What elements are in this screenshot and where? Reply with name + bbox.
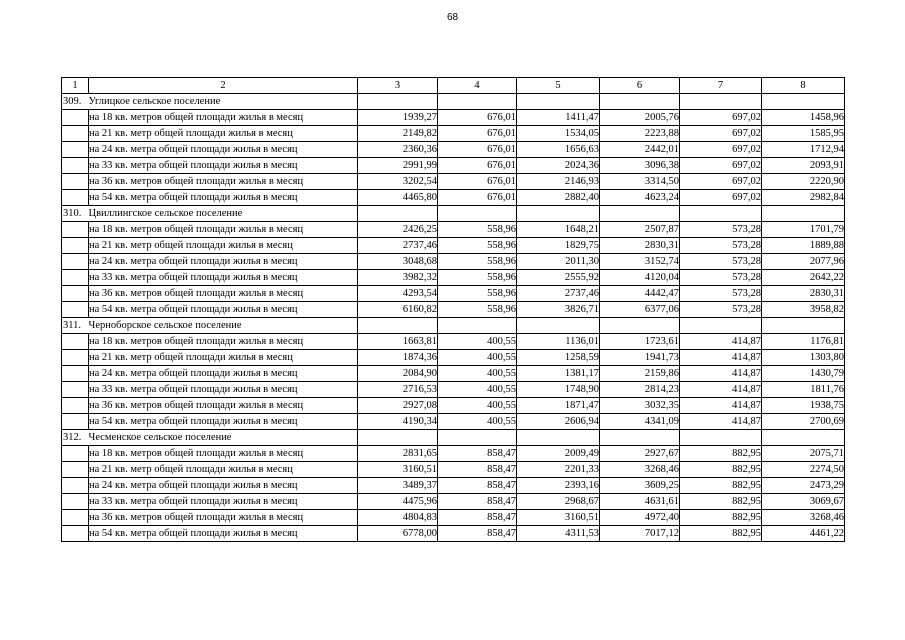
empty-cell	[600, 430, 680, 446]
empty-cell	[62, 446, 89, 462]
empty-cell	[62, 366, 89, 382]
empty-cell	[62, 350, 89, 366]
value-cell: 2882,40	[517, 190, 600, 206]
column-header: 4	[438, 78, 517, 94]
value-cell: 2149,82	[358, 126, 438, 142]
value-cell: 3609,25	[600, 478, 680, 494]
empty-cell	[680, 430, 762, 446]
value-cell: 3152,74	[600, 254, 680, 270]
value-cell: 697,02	[680, 142, 762, 158]
row-label: на 54 кв. метра общей площади жилья в месяц	[89, 190, 358, 206]
empty-cell	[680, 94, 762, 110]
value-cell: 2700,69	[762, 414, 845, 430]
value-cell: 1663,81	[358, 334, 438, 350]
row-label: на 18 кв. метров общей площади жилья в месяц	[89, 446, 358, 462]
row-label: на 24 кв. метра общей площади жилья в месяц	[89, 142, 358, 158]
value-cell: 4293,54	[358, 286, 438, 302]
value-cell: 1712,94	[762, 142, 845, 158]
table-body	[62, 78, 845, 542]
empty-cell	[762, 318, 845, 334]
value-cell: 6160,82	[358, 302, 438, 318]
value-cell: 4120,04	[600, 270, 680, 286]
row-label: на 21 кв. метр общей площади жилья в месяц	[89, 462, 358, 478]
section-number: 309.	[62, 94, 89, 110]
column-header: 2	[89, 78, 358, 94]
value-cell: 2146,93	[517, 174, 600, 190]
table-row	[62, 414, 845, 430]
value-cell: 7017,12	[600, 526, 680, 542]
empty-cell	[438, 206, 517, 222]
value-cell: 1176,81	[762, 334, 845, 350]
table-row	[62, 366, 845, 382]
empty-cell	[438, 94, 517, 110]
empty-cell	[62, 110, 89, 126]
row-label: на 18 кв. метров общей площади жилья в месяц	[89, 222, 358, 238]
value-cell: 558,96	[438, 238, 517, 254]
value-cell: 882,95	[680, 478, 762, 494]
value-cell: 1430,79	[762, 366, 845, 382]
value-cell: 2024,36	[517, 158, 600, 174]
value-cell: 400,55	[438, 414, 517, 430]
value-cell: 858,47	[438, 446, 517, 462]
value-cell: 3032,35	[600, 398, 680, 414]
value-cell: 3268,46	[600, 462, 680, 478]
row-label: на 54 кв. метра общей площади жилья в месяц	[89, 526, 358, 542]
table-row	[62, 350, 845, 366]
table-row	[62, 222, 845, 238]
value-cell: 2201,33	[517, 462, 600, 478]
value-cell: 697,02	[680, 126, 762, 142]
value-cell: 2716,53	[358, 382, 438, 398]
column-header: 3	[358, 78, 438, 94]
empty-cell	[600, 94, 680, 110]
value-cell: 400,55	[438, 334, 517, 350]
value-cell: 676,01	[438, 190, 517, 206]
row-label: на 36 кв. метров общей площади жилья в месяц	[89, 510, 358, 526]
value-cell: 2555,92	[517, 270, 600, 286]
table-row	[62, 494, 845, 510]
value-cell: 4465,80	[358, 190, 438, 206]
section-title: Черноборское сельское поселение	[89, 318, 358, 334]
value-cell: 2005,76	[600, 110, 680, 126]
value-cell: 2473,29	[762, 478, 845, 494]
value-cell: 3069,67	[762, 494, 845, 510]
value-cell: 2220,90	[762, 174, 845, 190]
value-cell: 676,01	[438, 142, 517, 158]
row-label: на 54 кв. метра общей площади жилья в месяц	[89, 302, 358, 318]
table-row	[62, 158, 845, 174]
value-cell: 676,01	[438, 126, 517, 142]
empty-cell	[762, 94, 845, 110]
value-cell: 3982,32	[358, 270, 438, 286]
value-cell: 3958,82	[762, 302, 845, 318]
value-cell: 2159,86	[600, 366, 680, 382]
empty-cell	[517, 318, 600, 334]
value-cell: 414,87	[680, 414, 762, 430]
value-cell: 4475,96	[358, 494, 438, 510]
value-cell: 1534,05	[517, 126, 600, 142]
row-label: на 33 кв. метра общей площади жилья в месяц	[89, 158, 358, 174]
value-cell: 882,95	[680, 462, 762, 478]
empty-cell	[517, 206, 600, 222]
empty-cell	[762, 206, 845, 222]
value-cell: 2814,23	[600, 382, 680, 398]
empty-cell	[62, 126, 89, 142]
value-cell: 2009,49	[517, 446, 600, 462]
value-cell: 573,28	[680, 302, 762, 318]
value-cell: 573,28	[680, 254, 762, 270]
value-cell: 2360,36	[358, 142, 438, 158]
section-number: 311.	[62, 318, 89, 334]
value-cell: 1411,47	[517, 110, 600, 126]
value-cell: 1889,88	[762, 238, 845, 254]
empty-cell	[62, 238, 89, 254]
empty-cell	[62, 398, 89, 414]
table-row	[62, 254, 845, 270]
row-label: на 24 кв. метра общей площади жилья в месяц	[89, 366, 358, 382]
value-cell: 6778,00	[358, 526, 438, 542]
value-cell: 558,96	[438, 302, 517, 318]
table-row	[62, 270, 845, 286]
table-row	[62, 286, 845, 302]
value-cell: 414,87	[680, 382, 762, 398]
header-row	[62, 78, 845, 94]
value-cell: 858,47	[438, 510, 517, 526]
value-cell: 573,28	[680, 270, 762, 286]
value-cell: 2077,96	[762, 254, 845, 270]
value-cell: 4442,47	[600, 286, 680, 302]
value-cell: 2426,25	[358, 222, 438, 238]
value-cell: 3826,71	[517, 302, 600, 318]
row-label: на 33 кв. метра общей площади жилья в месяц	[89, 270, 358, 286]
table-row	[62, 510, 845, 526]
empty-cell	[762, 430, 845, 446]
column-header: 1	[62, 78, 89, 94]
value-cell: 2606,94	[517, 414, 600, 430]
empty-cell	[62, 414, 89, 430]
table-row	[62, 190, 845, 206]
value-cell: 1829,75	[517, 238, 600, 254]
value-cell: 2093,91	[762, 158, 845, 174]
empty-cell	[358, 318, 438, 334]
table-row	[62, 526, 845, 542]
empty-cell	[680, 318, 762, 334]
row-label: на 33 кв. метра общей площади жилья в месяц	[89, 382, 358, 398]
value-cell: 3314,50	[600, 174, 680, 190]
row-label: на 18 кв. метров общей площади жилья в месяц	[89, 110, 358, 126]
empty-cell	[358, 94, 438, 110]
value-cell: 2830,31	[762, 286, 845, 302]
value-cell: 3489,37	[358, 478, 438, 494]
page-number: 68	[446, 12, 459, 23]
row-label: на 36 кв. метров общей площади жилья в месяц	[89, 286, 358, 302]
value-cell: 882,95	[680, 526, 762, 542]
value-cell: 4190,34	[358, 414, 438, 430]
value-cell: 2642,22	[762, 270, 845, 286]
value-cell: 1811,76	[762, 382, 845, 398]
value-cell: 697,02	[680, 190, 762, 206]
value-cell: 573,28	[680, 222, 762, 238]
value-cell: 414,87	[680, 366, 762, 382]
table-row	[62, 110, 845, 126]
empty-cell	[62, 142, 89, 158]
empty-cell	[62, 270, 89, 286]
column-header: 7	[680, 78, 762, 94]
value-cell: 1458,96	[762, 110, 845, 126]
value-cell: 558,96	[438, 254, 517, 270]
value-cell: 2830,31	[600, 238, 680, 254]
value-cell: 2011,30	[517, 254, 600, 270]
value-cell: 558,96	[438, 270, 517, 286]
empty-cell	[62, 158, 89, 174]
value-cell: 1258,59	[517, 350, 600, 366]
empty-cell	[600, 318, 680, 334]
empty-cell	[600, 206, 680, 222]
value-cell: 3160,51	[358, 462, 438, 478]
value-cell: 4623,24	[600, 190, 680, 206]
value-cell: 1656,63	[517, 142, 600, 158]
empty-cell	[62, 286, 89, 302]
value-cell: 2831,65	[358, 446, 438, 462]
value-cell: 676,01	[438, 110, 517, 126]
value-cell: 882,95	[680, 494, 762, 510]
empty-cell	[62, 494, 89, 510]
empty-cell	[680, 206, 762, 222]
table-row	[62, 174, 845, 190]
value-cell: 400,55	[438, 382, 517, 398]
value-cell: 400,55	[438, 350, 517, 366]
row-label: на 18 кв. метров общей площади жилья в месяц	[89, 334, 358, 350]
value-cell: 414,87	[680, 334, 762, 350]
value-cell: 697,02	[680, 174, 762, 190]
value-cell: 573,28	[680, 238, 762, 254]
table-row	[62, 126, 845, 142]
empty-cell	[438, 318, 517, 334]
value-cell: 1701,79	[762, 222, 845, 238]
value-cell: 2991,99	[358, 158, 438, 174]
section-title: Цвиллингское сельское поселение	[89, 206, 358, 222]
column-header: 6	[600, 78, 680, 94]
value-cell: 1585,95	[762, 126, 845, 142]
table-row	[62, 398, 845, 414]
row-label: на 54 кв. метра общей площади жилья в месяц	[89, 414, 358, 430]
empty-cell	[358, 430, 438, 446]
section-number: 310.	[62, 206, 89, 222]
empty-cell	[62, 526, 89, 542]
value-cell: 2084,90	[358, 366, 438, 382]
value-cell: 414,87	[680, 398, 762, 414]
empty-cell	[438, 430, 517, 446]
row-label: на 36 кв. метров общей площади жилья в месяц	[89, 398, 358, 414]
section-number: 312.	[62, 430, 89, 446]
value-cell: 1748,90	[517, 382, 600, 398]
value-cell: 2442,01	[600, 142, 680, 158]
empty-cell	[62, 254, 89, 270]
value-cell: 858,47	[438, 526, 517, 542]
row-label: на 21 кв. метр общей площади жилья в месяц	[89, 238, 358, 254]
value-cell: 1874,36	[358, 350, 438, 366]
value-cell: 1381,17	[517, 366, 600, 382]
value-cell: 2737,46	[517, 286, 600, 302]
value-cell: 573,28	[680, 286, 762, 302]
value-cell: 1303,80	[762, 350, 845, 366]
empty-cell	[62, 510, 89, 526]
value-cell: 3096,38	[600, 158, 680, 174]
value-cell: 2393,16	[517, 478, 600, 494]
empty-cell	[62, 302, 89, 318]
value-cell: 2223,88	[600, 126, 680, 142]
table-row	[62, 302, 845, 318]
value-cell: 2968,67	[517, 494, 600, 510]
value-cell: 400,55	[438, 398, 517, 414]
empty-cell	[62, 478, 89, 494]
value-cell: 2075,71	[762, 446, 845, 462]
section-row	[62, 94, 845, 110]
table-row	[62, 334, 845, 350]
column-header: 5	[517, 78, 600, 94]
table-row	[62, 238, 845, 254]
row-label: на 21 кв. метр общей площади жилья в месяц	[89, 126, 358, 142]
value-cell: 1941,73	[600, 350, 680, 366]
section-title: Чесменское сельское поселение	[89, 430, 358, 446]
empty-cell	[517, 430, 600, 446]
tariff-table	[61, 77, 845, 542]
value-cell: 1871,47	[517, 398, 600, 414]
row-label: на 33 кв. метра общей площади жилья в месяц	[89, 494, 358, 510]
value-cell: 4631,61	[600, 494, 680, 510]
value-cell: 858,47	[438, 494, 517, 510]
value-cell: 3048,68	[358, 254, 438, 270]
value-cell: 676,01	[438, 174, 517, 190]
value-cell: 1648,21	[517, 222, 600, 238]
value-cell: 697,02	[680, 158, 762, 174]
empty-cell	[358, 206, 438, 222]
value-cell: 4341,09	[600, 414, 680, 430]
value-cell: 882,95	[680, 510, 762, 526]
value-cell: 414,87	[680, 350, 762, 366]
value-cell: 2737,46	[358, 238, 438, 254]
value-cell: 3202,54	[358, 174, 438, 190]
row-label: на 21 кв. метр общей площади жилья в месяц	[89, 350, 358, 366]
empty-cell	[62, 190, 89, 206]
empty-cell	[62, 334, 89, 350]
value-cell: 558,96	[438, 286, 517, 302]
value-cell: 676,01	[438, 158, 517, 174]
column-header: 8	[762, 78, 845, 94]
empty-cell	[517, 94, 600, 110]
value-cell: 4804,83	[358, 510, 438, 526]
value-cell: 400,55	[438, 366, 517, 382]
value-cell: 858,47	[438, 478, 517, 494]
row-label: на 24 кв. метра общей площади жилья в месяц	[89, 478, 358, 494]
value-cell: 4972,40	[600, 510, 680, 526]
empty-cell	[62, 462, 89, 478]
value-cell: 4461,22	[762, 526, 845, 542]
value-cell: 858,47	[438, 462, 517, 478]
table-row	[62, 382, 845, 398]
section-title: Углицкое сельское поселение	[89, 94, 358, 110]
table-row	[62, 478, 845, 494]
empty-cell	[62, 174, 89, 190]
value-cell: 2927,08	[358, 398, 438, 414]
value-cell: 6377,06	[600, 302, 680, 318]
value-cell: 1136,01	[517, 334, 600, 350]
value-cell: 1723,61	[600, 334, 680, 350]
value-cell: 1939,27	[358, 110, 438, 126]
value-cell: 3268,46	[762, 510, 845, 526]
row-label: на 24 кв. метра общей площади жилья в месяц	[89, 254, 358, 270]
value-cell: 3160,51	[517, 510, 600, 526]
value-cell: 2507,87	[600, 222, 680, 238]
value-cell: 882,95	[680, 446, 762, 462]
table-row	[62, 446, 845, 462]
section-row	[62, 206, 845, 222]
value-cell: 2982,84	[762, 190, 845, 206]
value-cell: 2927,67	[600, 446, 680, 462]
value-cell: 558,96	[438, 222, 517, 238]
section-row	[62, 318, 845, 334]
empty-cell	[62, 222, 89, 238]
value-cell: 697,02	[680, 110, 762, 126]
table-row	[62, 142, 845, 158]
row-label: на 36 кв. метров общей площади жилья в месяц	[89, 174, 358, 190]
table-row	[62, 462, 845, 478]
section-row	[62, 430, 845, 446]
value-cell: 4311,53	[517, 526, 600, 542]
value-cell: 2274,50	[762, 462, 845, 478]
value-cell: 1938,75	[762, 398, 845, 414]
empty-cell	[62, 382, 89, 398]
